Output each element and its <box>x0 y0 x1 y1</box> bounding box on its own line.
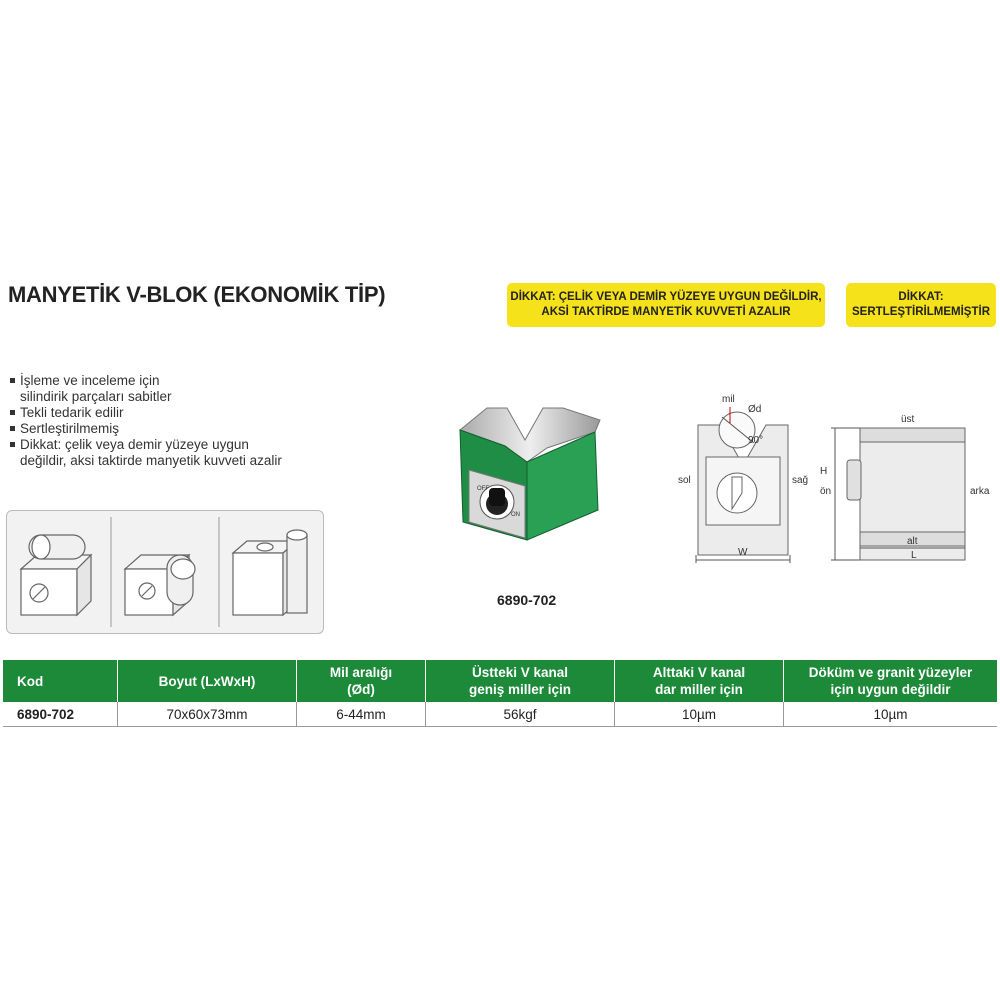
label-w: W <box>738 547 748 558</box>
front-view-diagram <box>678 385 808 570</box>
label-angle: 90° <box>748 435 764 446</box>
svg-text:ON: ON <box>511 512 520 518</box>
cell-dokum: 10µm <box>784 702 998 727</box>
label-h: H <box>820 466 828 477</box>
cell-mil-araligi: 6-44mm <box>297 702 426 727</box>
label-l: L <box>911 550 917 561</box>
cell-boyut: 70x60x73mm <box>118 702 297 727</box>
side-view-diagram <box>815 410 1000 570</box>
product-photo <box>455 390 605 555</box>
feature-item: Tekli tedarik edilir <box>10 405 282 421</box>
header-alttaki-v-kanal: Alttaki V kanal dar miller için <box>615 660 784 702</box>
spec-table <box>3 660 997 727</box>
table-row <box>3 702 997 727</box>
page-title: MANYETİK V-BLOK (EKONOMİK TİP) <box>8 282 386 307</box>
usage-cylinder-top-image <box>21 535 91 615</box>
table-header-row <box>3 660 997 702</box>
feature-item: Sertleştirilmemiş <box>10 421 282 437</box>
warning-line-1: DİKKAT: ÇELİK VEYA DEMİR YÜZEYE UYGUN DEĞİLDİR, <box>510 291 822 303</box>
label-sol: sol <box>678 475 691 486</box>
usage-cylinder-side-image <box>125 555 195 615</box>
header-kod: Kod <box>3 660 118 702</box>
product-code-label: 6890-702 <box>497 592 557 608</box>
label-arka: arka <box>970 486 990 497</box>
label-ust: üst <box>901 414 915 425</box>
header-mil-araligi: Mil aralığı (Ød) <box>297 660 426 702</box>
label-od: Ød <box>748 404 762 415</box>
label-sag: sağ <box>792 475 808 486</box>
cell-alttaki: 10µm <box>615 702 784 727</box>
label-mil: mil <box>722 394 735 405</box>
usage-cylinder-upright-image <box>233 530 307 615</box>
header-dokum-granit: Döküm ve granit yüzeyler için uygun değildir <box>784 660 998 702</box>
warning-banner-steel <box>507 283 825 327</box>
usage-illustrations <box>6 510 324 634</box>
svg-text:OFF: OFF <box>477 486 489 492</box>
warning-line-1: DİKKAT: <box>898 291 944 303</box>
label-on: ön <box>820 486 832 497</box>
label-alt: alt <box>907 536 918 547</box>
header-ustteki-v-kanal: Üstteki V kanal geniş miller için <box>426 660 615 702</box>
warning-banner-hardened <box>846 283 996 327</box>
feature-list <box>10 373 282 469</box>
header-boyut: Boyut (LxWxH) <box>118 660 297 702</box>
warning-line-2: AKSİ TAKTİRDE MANYETİK KUVVETİ AZALIR <box>541 306 791 318</box>
feature-item: İşleme ve inceleme için silindirik parçaları sabitler <box>10 373 282 405</box>
warning-line-2: SERTLEŞTİRİLMEMİŞTİR <box>852 306 990 318</box>
cell-ustteki: 56kgf <box>426 702 615 727</box>
feature-item: Dikkat: çelik veya demir yüzeye uygun değildir, aksi taktirde manyetik kuvveti azalir <box>10 437 282 469</box>
cell-kod: 6890-702 <box>3 702 118 727</box>
